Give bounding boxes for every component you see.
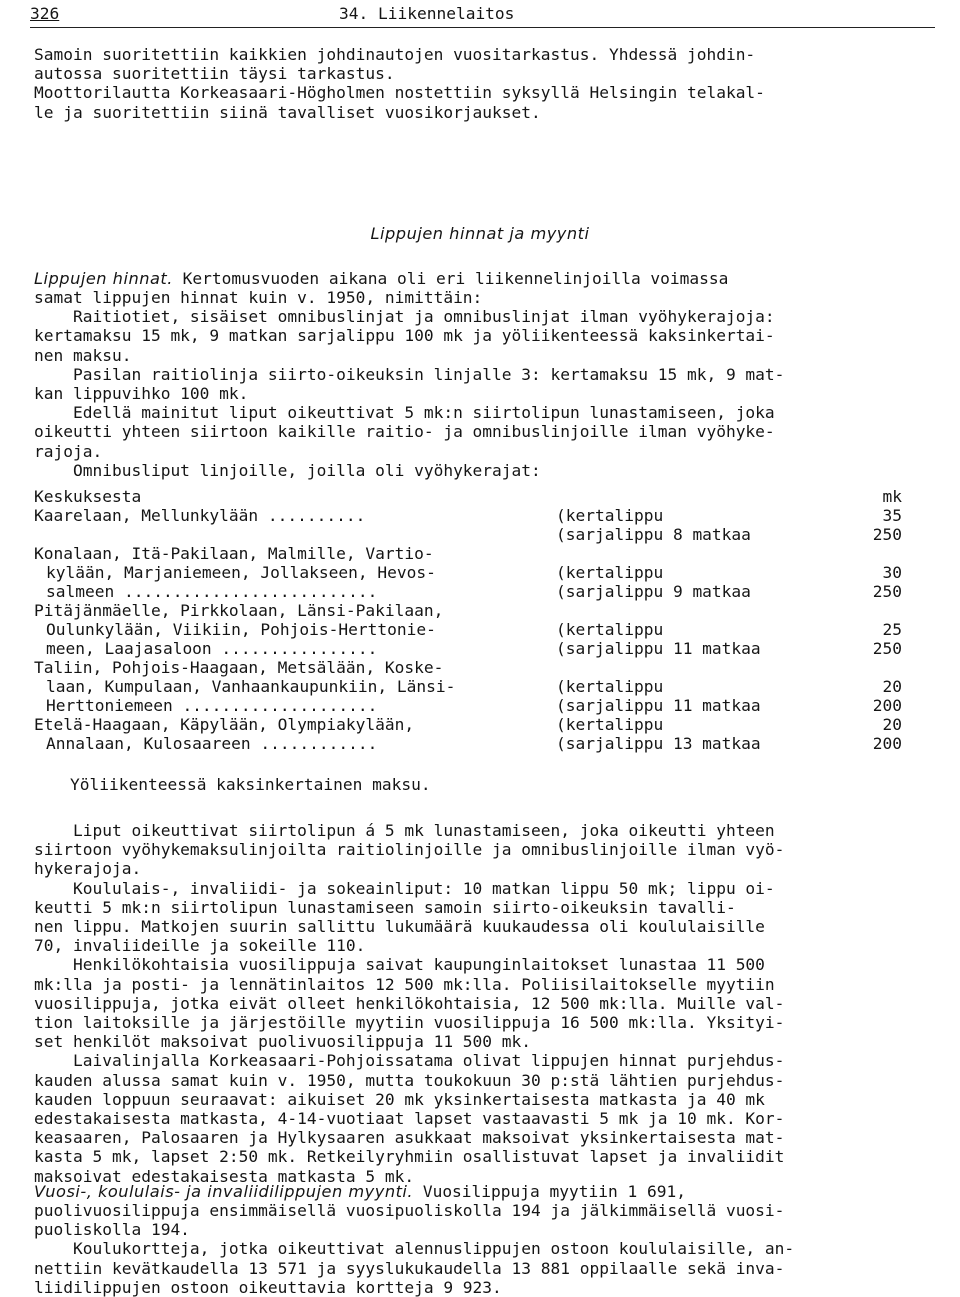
paragraph-text: Vuosilippuja myytiin 1 691, [413, 1182, 686, 1201]
fare-place: Oulunkylään, Viikiin, Pohjois-Herttonie- [46, 620, 436, 639]
text-line: nen lippu. Matkojen suurin sallittu lukumäärä kuukaudessa oli koululaisille [34, 917, 765, 936]
text-line: le ja suoritettiin siinä tavalliset vuosikorjaukset. [34, 102, 541, 122]
fare-row [34, 620, 914, 639]
fare-row [34, 677, 914, 696]
fare-place: Konalaan, Itä-Pakilaan, Malmille, Vartio- [34, 544, 434, 563]
fare-row [34, 601, 914, 620]
fare-price: 30 [882, 563, 902, 582]
fare-ticket-type: (kertalippu [556, 506, 664, 525]
fare-place: Etelä-Haagaan, Käpylään, Olympiakylään, [34, 715, 415, 734]
fare-place: Taliin, Pohjois-Haagaan, Metsälään, Koske- [34, 658, 444, 677]
fare-ticket-type: (sarjalippu 13 matkaa [556, 734, 761, 753]
fare-ticket-type: (sarjalippu 9 matkaa [556, 582, 751, 601]
text-line: liidilippujen ostoon oikeuttavia kortteja 9 923. [34, 1277, 502, 1297]
fare-ticket-type: (sarjalippu 8 matkaa [556, 525, 751, 544]
fare-ticket-type: (kertalippu [556, 715, 664, 734]
text-line: nettiin kevätkaudella 13 571 ja syyslukukaudella 13 881 oppilaalle sekä inva- [34, 1258, 785, 1278]
paragraph-lead: Vuosi-, koululais- ja invaliidilippujen myynti. [34, 1182, 414, 1201]
fare-price: 35 [882, 506, 902, 525]
fare-ticket-type: (kertalippu [556, 563, 664, 582]
fare-table-head-left: Keskuksesta [34, 487, 142, 506]
text-line: vuosilippuja, jotka eivät olleet henkilökohtaisia, 12 500 mk:lla. Muille val- [34, 993, 785, 1013]
paragraph-lead: Lippujen hinnat. [34, 269, 173, 288]
text-line: samat lippujen hinnat kuin v. 1950, nimittäin: [34, 288, 483, 307]
text-line: kan lippuvihko 100 mk. [34, 384, 249, 403]
fare-row [34, 544, 914, 563]
text-line: mk:lla ja posti- ja lennätinlaitos 12 500 mk:lla. Poliisilaitokselle myytiin [34, 974, 775, 994]
text-line: kertamaksu 15 mk, 9 matkan sarjalippu 100 mk ja yöliikenteessä kaksinkertai- [34, 326, 775, 346]
fare-table-header [34, 487, 914, 506]
text-line: Koululais-, invaliidi- ja sokeainliput: 10 matkan lippu 50 mk; lippu oi- [34, 878, 775, 898]
fare-place: Annalaan, Kulosaareen ............ [46, 734, 378, 753]
fare-place: Herttoniemeen .................... [46, 696, 378, 715]
text-line: autossa suoritettiin täysi tarkastus. [34, 64, 395, 84]
header-rule [30, 27, 935, 28]
fare-price: 200 [872, 734, 902, 753]
text-line: keasaaren, Palosaaren ja Hylkysaaren asukkaat maksoivat yksinkertaisesta mat- [34, 1128, 785, 1148]
paragraph-text: Kertomusvuoden aikana oli eri liikennelinjoilla voimassa [172, 269, 729, 288]
fare-price: 200 [872, 696, 902, 715]
fare-row [34, 563, 914, 582]
text-line: hykerajoja. [34, 859, 142, 879]
fare-row [34, 525, 914, 544]
text-line: siirtoon vyöhykemaksulinjoilta raitiolinjoille ja omnibuslinjoille ilman vyö- [34, 840, 785, 860]
fare-row [34, 582, 914, 601]
fare-row [34, 639, 914, 658]
text-line: puoliskolla 194. [34, 1220, 190, 1240]
fare-price: 250 [872, 582, 902, 601]
fare-price: 250 [872, 639, 902, 658]
night-note: Yöliikenteessä kaksinkertainen maksu. [70, 775, 431, 794]
text-line: Raitiotiet, sisäiset omnibuslinjat ja omnibuslinjat ilman vyöhykerajoja: [34, 307, 775, 327]
fare-place: salmeen .......................... [46, 582, 378, 601]
fare-row [34, 715, 914, 734]
text-line: 70, invaliideille ja sokeille 110. [34, 936, 366, 956]
fare-price: 250 [872, 525, 902, 544]
paragraph-lead-line [34, 269, 728, 288]
text-line: nen maksu. [34, 345, 132, 365]
text-line: kauden alussa samat kuin v. 1950, mutta toukokuun 30 p:stä lähtien purjehdus- [34, 1070, 785, 1090]
text-line: keutti 5 mk:n siirtolipun lunastamiseen samoin siirto-oikeuksin tavalli- [34, 897, 736, 917]
running-header: 34. Liikennelaitos [339, 4, 515, 23]
text-line: set henkilöt maksoivat puolivuosilippuja 11 500 mk. [34, 1032, 532, 1052]
fare-row [34, 734, 914, 753]
text-line: Moottorilautta Korkeasaari-Högholmen nostettiin syksyllä Helsingin telakal- [34, 83, 765, 103]
text-line: Koulukortteja, jotka oikeuttivat alennuslippujen ostoon koululaisille, an- [34, 1239, 795, 1259]
text-line: Henkilökohtaisia vuosilippuja saivat kaupunginlaitokset lunastaa 11 500 [34, 955, 765, 975]
fare-place: Pitäjänmäelle, Pirkkolaan, Länsi-Pakilaan, [34, 601, 444, 620]
fare-ticket-type: (kertalippu [556, 620, 664, 639]
fare-place: Kaarelaan, Mellunkylään .......... [34, 506, 366, 525]
fare-price: 20 [882, 677, 902, 696]
fare-table-head-right: mk [882, 487, 902, 506]
fare-row [34, 696, 914, 715]
fare-ticket-type: (sarjalippu 11 matkaa [556, 639, 761, 658]
text-line: tion laitoksille ja järjestöille myytiin vuosilippuja 16 500 mk:lla. Yksityi- [34, 1013, 785, 1032]
fare-row [34, 506, 914, 525]
fare-place: meen, Laajasaloon ................ [46, 639, 378, 658]
text-line: Laivalinjalla Korkeasaari-Pohjoissatama olivat lippujen hinnat purjehdus- [34, 1051, 785, 1071]
fare-row [34, 658, 914, 677]
text-line: Omnibusliput linjoille, joilla oli vyöhykerajat: [34, 460, 541, 480]
text-line: oikeutti yhteen siirtoon kaikille raitio- ja omnibuslinjoille ilman vyöhyke- [34, 422, 775, 442]
paragraph-lead-line [34, 1182, 686, 1201]
text-line: edestakaisesta matkasta, 4-14-vuotiaat lapset vastaavasti 5 mk ja 10 mk. Kor- [34, 1109, 785, 1128]
text-line: rajoja. [34, 441, 103, 461]
fare-ticket-type: (kertalippu [556, 677, 664, 696]
fare-place: kylään, Marjaniemeen, Jollakseen, Hevos- [46, 563, 436, 582]
text-line: kasta 5 mk, lapset 2:50 mk. Retkeilyryhmiin osallistuvat lapset ja invaliidit [34, 1147, 785, 1167]
section-title: Lippujen hinnat ja myynti [370, 224, 590, 243]
fare-place: laan, Kumpulaan, Vanhaankaupunkiin, Länsi- [46, 677, 456, 696]
fare-price: 25 [882, 620, 902, 639]
fare-price: 20 [882, 715, 902, 734]
fare-ticket-type: (sarjalippu 11 matkaa [556, 696, 761, 715]
text-line: maksoivat edestakaisesta matkasta 5 mk. [34, 1166, 415, 1186]
text-line: Samoin suoritettiin kaikkien johdinautojen vuositarkastus. Yhdessä johdin- [34, 45, 756, 64]
text-line: Edellä mainitut liput oikeuttivat 5 mk:n siirtolipun lunastamiseen, joka [34, 403, 775, 423]
text-line: puolivuosilippuja ensimmäisellä vuosipuoliskolla 194 ja jälkimmäisellä vuosi- [34, 1201, 785, 1220]
page-number: 326 [30, 4, 60, 23]
text-line: kauden loppuun seuraavat: aikuiset 20 mk yksinkertaisesta matkasta ja 40 mk [34, 1089, 765, 1109]
text-line: Pasilan raitiolinja siirto-oikeuksin linjalle 3: kertamaksu 15 mk, 9 mat- [34, 364, 785, 384]
text-line: Liput oikeuttivat siirtolipun á 5 mk lunastamiseen, joka oikeutti yhteen [34, 821, 775, 840]
